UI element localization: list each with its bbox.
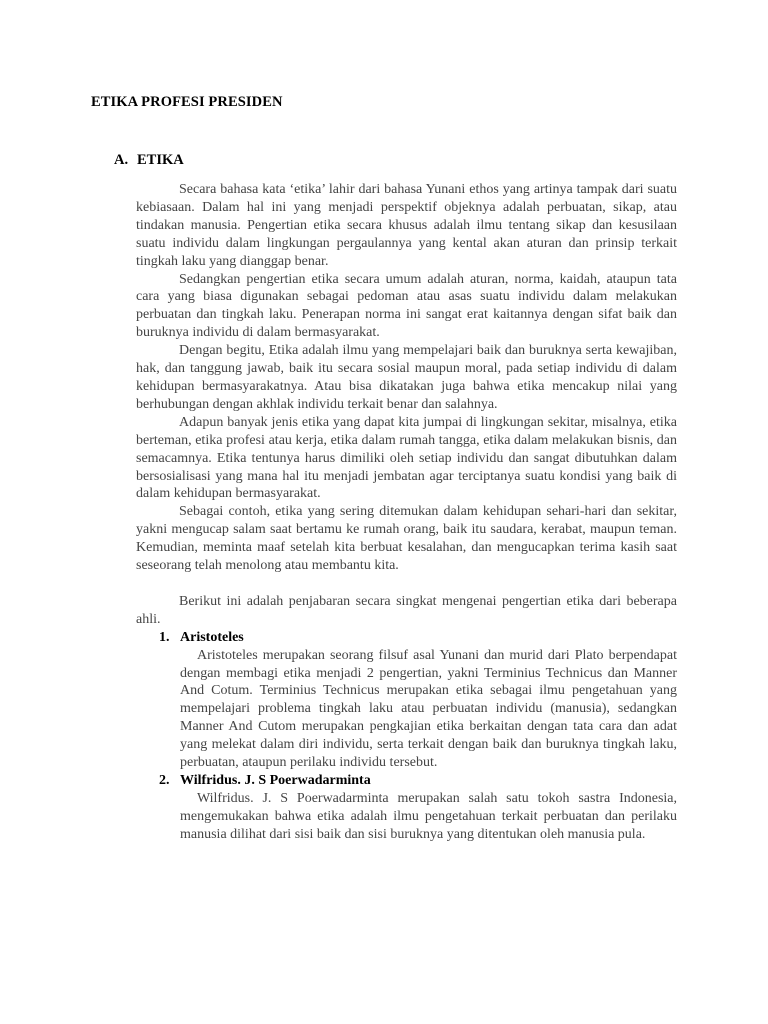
list-item — [136, 629, 677, 772]
list-number: 2. — [159, 773, 170, 788]
section-title: ETIKA — [137, 152, 184, 168]
paragraph-1: Secara bahasa kata ‘etika’ lahir dari bahasa Yunani ethos yang artinya tampak dari suatu kebiasaan. Dalam hal ini yang menjadi perspektif objeknya adalah perbuatan, sikap, atau tindakan manusia. Pengertian etika secara khusus adalah ilmu tentang sikap dan kesusilaan suatu individu dalam lingkungan pergaulannya yang kental akan aturan dan prinsip terkait tingkah laku yang dianggap benar. — [136, 182, 677, 269]
expert-name: Aristoteles — [180, 629, 244, 645]
expert-description: Aristoteles merupakan seorang filsuf asal Yunani dan murid dari Plato berpendapat dengan membagi etika menjadi 2 pengertian, yakni Terminius Technicus dan Manner And Cotum. Terminius Technicus merupakan etika sebagai ilmu pengetahuan yang mempelajari problema tingkah laku atau perbuatan individu (manusia), sedangkan Manner And Cutom merupakan pengkajian etika berkaitan dengan tata cara dan adat yang melekat dalam diri individu, serta terkait dengan baik dan buruknya tingkah laku, perbuatan, ataupun perilaku individu tersebut. — [180, 647, 677, 771]
paragraph-4: Adapun banyak jenis etika yang dapat kita jumpai di lingkungan sekitar, misalnya, etika berteman, etika profesi atau kerja, etika dalam rumah tangga, etika dalam melakukan bisnis, dan semacamnya. Etika tentunya harus dimiliki oleh setiap individu dan sangat dibutuhkan dalam bersosialisasi yang mana hal itu menjadi jembatan agar terciptanya suatu kondisi yang baik di dalam kehidupan bermasyarakat. — [136, 414, 677, 502]
expert-name: Wilfridus. J. S Poerwadarminta — [180, 773, 371, 788]
paragraph-3: Dengan begitu, Etika adalah ilmu yang mempelajari baik dan buruknya serta kewajiban, hak, dan tanggung jawab, baik itu secara sosial maupun moral, pada setiap individu di dalam kehidupan bermasyarakatnya. Atau bisa dikatakan juga bahwa etika mencakup nilai yang berhubungan dengan akhlak individu terkait benar dan salahnya. — [136, 343, 677, 412]
section-body — [136, 181, 677, 844]
paragraph-2: Sedangkan pengertian etika secara umum adalah aturan, norma, kaidah, ataupun tata cara yang biasa digunakan sebagai pedoman atau asas suatu individu dalam melakukan perbuatan dan tingkah laku. Penerapan norma ini sangat erat kaitannya dengan sifat baik dan buruknya individu di dalam bermasyarakat. — [136, 271, 677, 341]
intro-paragraph: Berikut ini adalah penjabaran secara singkat mengenai pengertian etika dari beberapa ahli. — [136, 593, 677, 627]
document-title: ETIKA PROFESI PRESIDEN — [91, 94, 283, 110]
list-number: 1. — [159, 629, 170, 645]
list-item — [136, 772, 677, 844]
section-heading — [114, 152, 184, 169]
spacer — [136, 575, 677, 593]
expert-list — [136, 629, 677, 844]
paragraph-5: Sebagai contoh, etika yang sering ditemukan dalam kehidupan sehari-hari dan sekitar, yakni mengucap salam saat bertamu ke rumah orang, baik itu saudara, kerabat, maupun teman. Kemudian, meminta maaf setelah kita berbuat kesalahan, dan mengucapkan terima kasih saat seseorang telah menolong atau membantu kita. — [136, 504, 677, 574]
section-letter: A. — [114, 152, 129, 168]
expert-description: Wilfridus. J. S Poerwadarminta merupakan salah satu tokoh sastra Indonesia, mengemukakan bahwa etika adalah ilmu pengetahuan terkait perbuatan dan perilaku manusia dilihat dari sisi baik dan sisi buruknya yang ditentukan oleh manusia pula. — [180, 790, 677, 842]
